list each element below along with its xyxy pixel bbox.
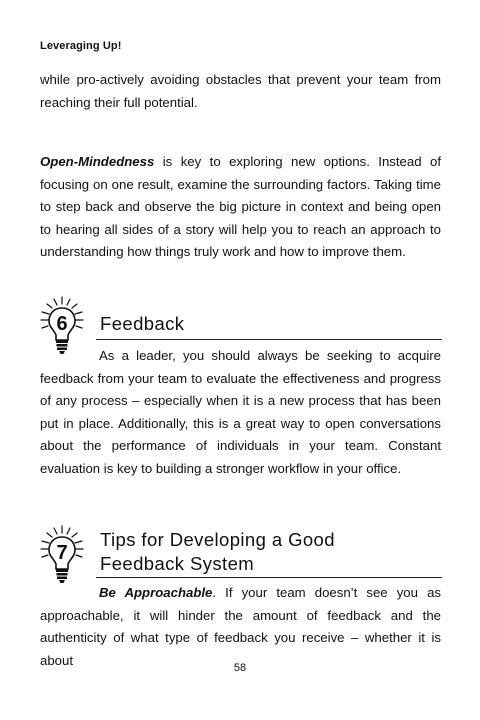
section-title-line: Feedback System <box>100 553 255 574</box>
lead-term-open-mindedness: Open-Mindedness <box>40 154 155 169</box>
paragraph-approachable-text: . If your team doesn’t see you as approachable, it will hinder the amount of feedback and the authenticity of what type of feedback you receive – whether it is about <box>40 585 442 668</box>
section-divider <box>96 339 442 340</box>
paragraph-approachable <box>40 582 441 672</box>
paragraph-feedback-text: As a leader, you should always be seeking to acquire feedback from your team to evaluate the effectiveness and progress of any process – especially when it is a new process that has been put in place. Additionally, this is a great way to open conversations about the performance of individuals in your team. Constant evaluation is key to building a stronger workflow in your office. <box>40 348 441 476</box>
section-title-line: Tips for Developing a Good <box>100 529 335 550</box>
section-divider <box>96 577 442 578</box>
paragraph-continuation: while pro-actively avoiding obstacles that prevent your team from reaching their full potential. <box>40 72 441 110</box>
page-number: 58 <box>233 662 247 674</box>
paragraph-open-mindedness-text: is key to exploring new options. Instead of focusing on one result, examine the surrounding factors. Taking time to step back and observe the big picture in context and being open to hearing all sides of a story will help you to reach an approach to understanding how things truly work and how to improve them. <box>40 154 441 260</box>
section-number: 6 <box>56 313 68 335</box>
paragraph-feedback <box>40 345 441 481</box>
lead-term-be-approachable: Be Approachable <box>99 585 213 600</box>
running-header: Leveraging Up! <box>40 40 122 52</box>
section-title-tips <box>100 528 335 576</box>
paragraph-open-mindedness <box>40 151 441 264</box>
lightbulb-number-icon <box>30 524 94 586</box>
section-title-feedback: Feedback <box>100 313 185 334</box>
section-heading-tips <box>30 524 442 586</box>
section-number: 7 <box>56 542 68 564</box>
